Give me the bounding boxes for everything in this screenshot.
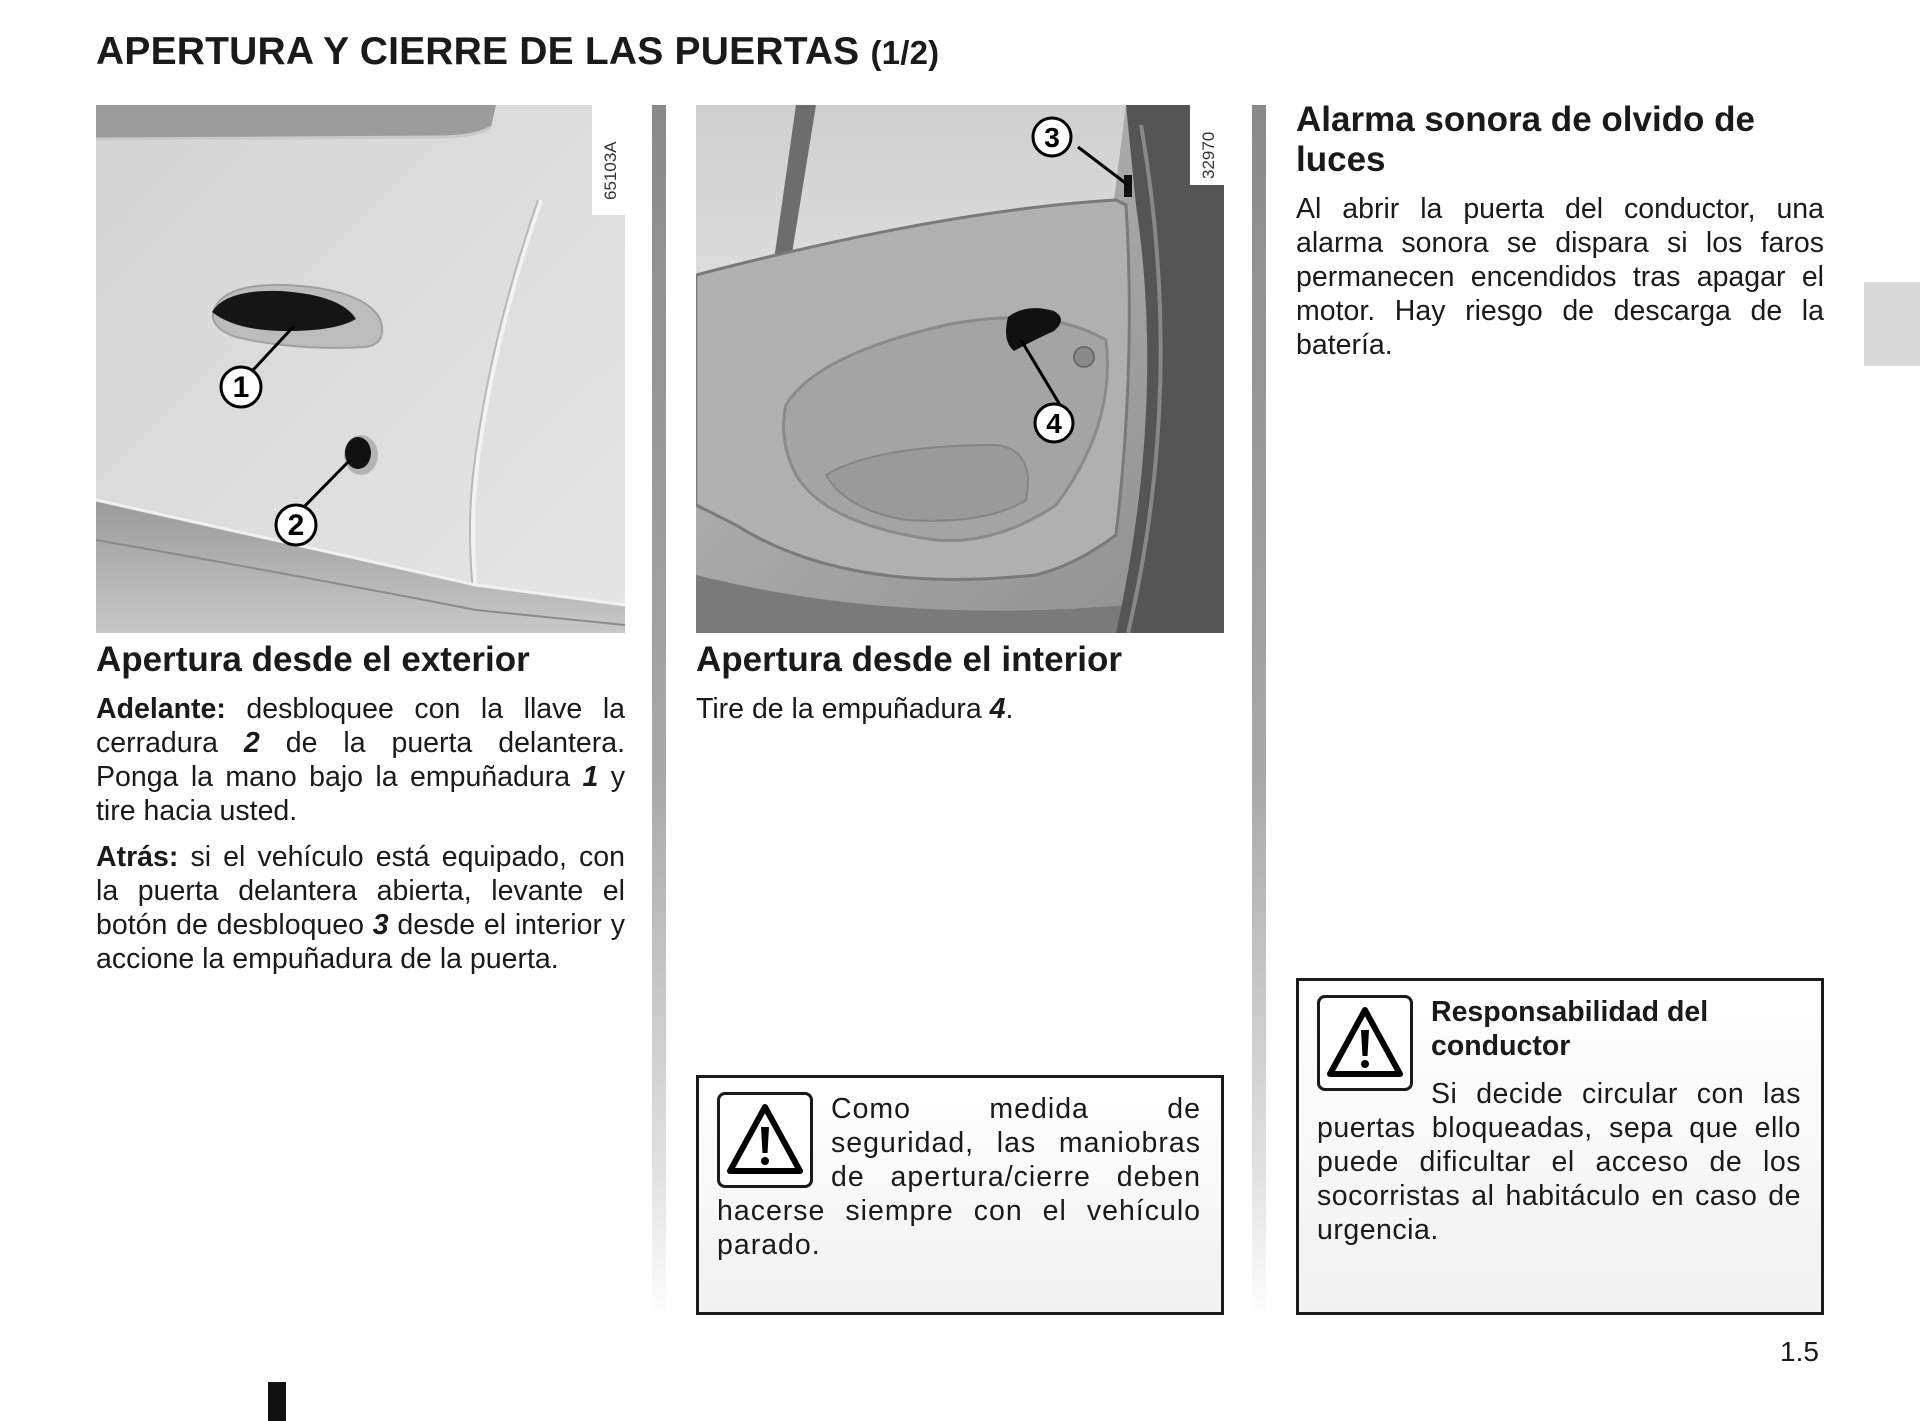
front-text-3: y tire hacia usted.	[96, 761, 625, 827]
interior-text-2: .	[1005, 693, 1014, 725]
callout-2-label: 2	[287, 509, 305, 542]
rear-text-2: desde el interior y accione la empuñadura de la puerta.	[96, 909, 625, 975]
page-title	[96, 30, 939, 74]
rear-text-1: si el vehículo está equipado, con la puerta delantera abierta, levante el botón de desbloqueo	[96, 841, 625, 941]
column-separator-left	[652, 105, 666, 1320]
exterior-section	[96, 640, 625, 976]
front-text-2: de la puerta delantera. Ponga la mano bajo la empuñadura	[96, 727, 625, 793]
warning-triangle-icon	[1317, 995, 1413, 1091]
figure-code-exterior: 65103A	[601, 141, 620, 200]
ref-button: 3	[372, 909, 389, 941]
lights-paragraph: Al abrir la puerta del conductor, una alarma sonora se dispara si los faros permanecen encendidos tras apagar el motor. Hay riesgo de descarga de la batería.	[1296, 193, 1824, 361]
crop-mark	[268, 1382, 286, 1421]
ref-lock: 2	[243, 727, 260, 759]
driver-warning-box	[1296, 978, 1824, 1315]
ref-handle-interior: 4	[989, 693, 1006, 725]
driver-warning-text: Si decide circular con las puertas bloqueadas, sepa que ello puede dificultar el acceso de los socorristas al habitáculo en caso de urgencia.	[1317, 1078, 1801, 1246]
callout-1-label: 1	[232, 371, 250, 404]
safety-warning-text: Como medida de seguridad, las maniobras de apertura/cierre deben hacerse siempre con el vehículo parado.	[717, 1093, 1201, 1261]
safety-warning-box	[696, 1075, 1224, 1315]
interior-paragraph	[696, 692, 1224, 726]
exterior-heading: Apertura desde el exterior	[96, 640, 530, 679]
exterior-front-paragraph	[96, 692, 625, 828]
front-label: Adelante:	[96, 693, 226, 725]
interior-heading: Apertura desde el interior	[696, 640, 1122, 679]
figure-code-interior: 32970	[1199, 131, 1218, 179]
exterior-rear-paragraph	[96, 840, 625, 976]
lights-section	[1296, 100, 1824, 362]
ref-handle: 1	[582, 761, 599, 793]
driver-warning-title: Responsabilidad del conductor	[1431, 996, 1709, 1062]
callout-4-label: 4	[1046, 408, 1062, 439]
page-title-text: APERTURA Y CIERRE DE LAS PUERTAS	[96, 30, 860, 73]
lights-heading: Alarma sonora de olvido de luces	[1296, 100, 1755, 179]
page-title-part: (1/2)	[870, 34, 940, 71]
chapter-tab	[1864, 282, 1920, 366]
exterior-door-illustration	[96, 105, 625, 633]
interior-door-illustration	[696, 105, 1224, 633]
front-text-1: desbloquee con la llave la cerradura	[96, 693, 625, 759]
page-number: 1.5	[1780, 1336, 1819, 1367]
interior-section	[696, 640, 1224, 726]
rear-label: Atrás:	[96, 841, 179, 873]
interior-text-1: Tire de la empuñadura	[696, 693, 990, 725]
callout-3-label: 3	[1044, 122, 1060, 153]
figure-exterior-door	[96, 105, 625, 633]
warning-triangle-icon	[717, 1092, 813, 1188]
column-separator-right	[1252, 105, 1266, 1320]
figure-interior-door	[696, 105, 1224, 633]
